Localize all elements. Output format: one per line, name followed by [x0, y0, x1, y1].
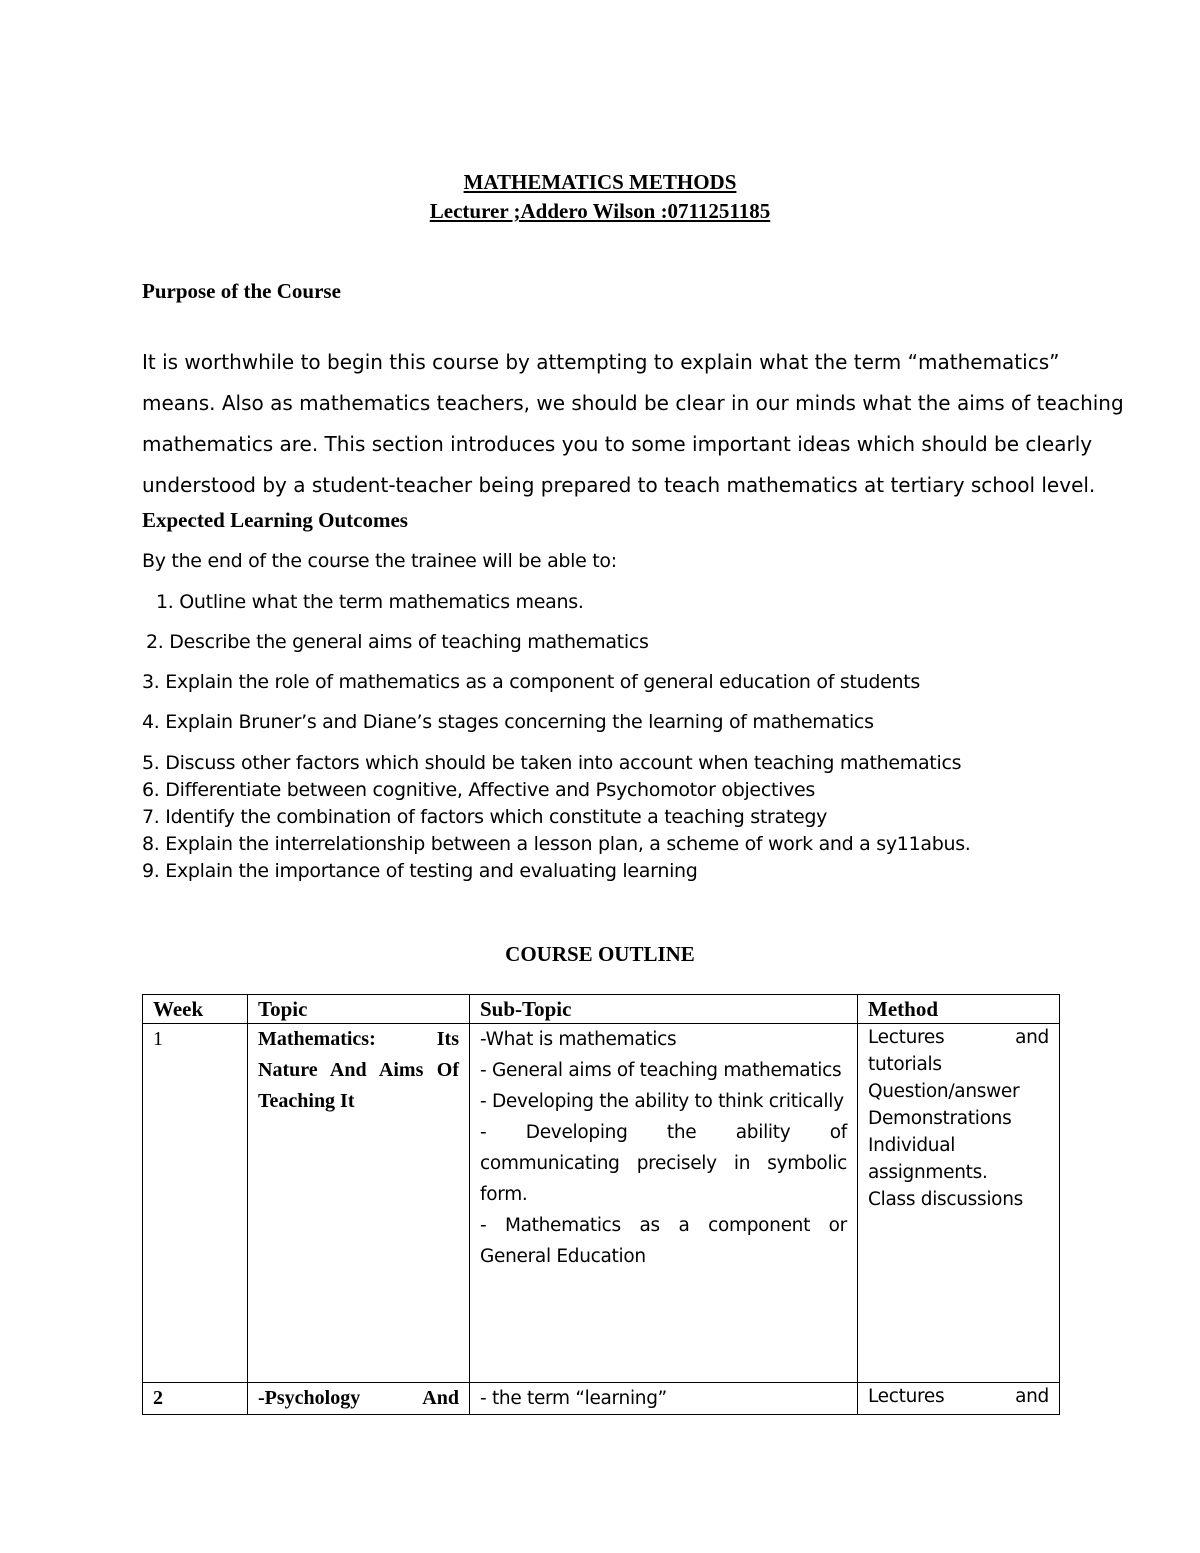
purpose-line: It is worthwhile to begin this course by attempting to explain what the term “mathematics” — [142, 350, 1060, 374]
purpose-line: understood by a student-teacher being prepared to teach mathematics at tertiary school level. — [142, 473, 1096, 497]
subtopic-item: - Developing the ability to think critically — [480, 1091, 844, 1112]
purpose-line: means. Also as mathematics teachers, we should be clear in our minds what the aims of teaching — [142, 391, 1124, 415]
topic-cell: Mathematics: Its Nature And Aims Of Teaching It — [248, 1024, 470, 1383]
method-item: Individual assignments. — [868, 1135, 988, 1183]
table-row — [143, 1383, 1060, 1415]
outcome-item: 1. Outline what the term mathematics means. — [156, 591, 584, 613]
subtopic-item: - Developing the ability of communicating precisely in symbolic form. — [480, 1122, 847, 1205]
outcomes-intro: By the end of the course the trainee will be able to: — [142, 550, 617, 572]
subtopic-cell — [470, 1383, 858, 1415]
method-item: Demonstrations — [868, 1108, 1012, 1129]
outcome-item: 9. Explain the importance of testing and evaluating learning — [142, 860, 698, 882]
purpose-heading: Purpose of the Course — [142, 279, 341, 303]
method-cell: Lectures and — [858, 1383, 1060, 1415]
table-row — [143, 1024, 1060, 1383]
subtopic-cell — [470, 1024, 858, 1383]
outcome-item: 3. Explain the role of mathematics as a component of general education of students — [142, 671, 920, 693]
subtopic-item: - General aims of teaching mathematics — [480, 1060, 842, 1081]
outcome-item: 6. Differentiate between cognitive, Affective and Psychomotor objectives — [142, 779, 816, 801]
table-header-row — [143, 995, 1060, 1024]
subtopic-item: - the term “learning” — [480, 1388, 667, 1409]
column-header-method: Method — [858, 995, 1060, 1024]
method-cell — [858, 1024, 1060, 1383]
outcome-item: 8. Explain the interrelationship between a lesson plan, a scheme of work and a sy11abus. — [142, 833, 971, 855]
outcome-item: 4. Explain Bruner’s and Diane’s stages concerning the learning of mathematics — [142, 711, 874, 733]
column-header-subtopic: Sub-Topic — [470, 995, 858, 1024]
method-item: Question/answer — [868, 1081, 1020, 1102]
method-item: Lectures and tutorials — [868, 1027, 1049, 1075]
purpose-paragraph — [142, 342, 1124, 506]
course-outline-heading: COURSE OUTLINE — [505, 942, 695, 966]
document-title: MATHEMATICS METHODS — [463, 170, 737, 194]
week-cell: 2 — [143, 1383, 248, 1415]
outcome-item: 2. Describe the general aims of teaching mathematics — [146, 631, 649, 653]
outcomes-heading: Expected Learning Outcomes — [142, 508, 408, 532]
method-item: Class discussions — [868, 1189, 1023, 1210]
lecturer-line: Lecturer ;Addero Wilson :0711251185 — [429, 199, 771, 223]
column-header-topic: Topic — [248, 995, 470, 1024]
outcome-item: 5. Discuss other factors which should be taken into account when teaching mathematics — [142, 752, 962, 774]
purpose-line: mathematics are. This section introduces you to some important ideas which should be clearly — [142, 432, 1093, 456]
subtopic-item: - Mathematics as a component or General Education — [480, 1215, 847, 1267]
topic-cell: -Psychology And — [248, 1383, 470, 1415]
course-outline-table — [142, 994, 1060, 1415]
outcome-item: 7. Identify the combination of factors which constitute a teaching strategy — [142, 806, 828, 828]
week-cell: 1 — [143, 1024, 248, 1383]
column-header-week: Week — [143, 995, 248, 1024]
subtopic-item: -What is mathematics — [480, 1029, 677, 1050]
